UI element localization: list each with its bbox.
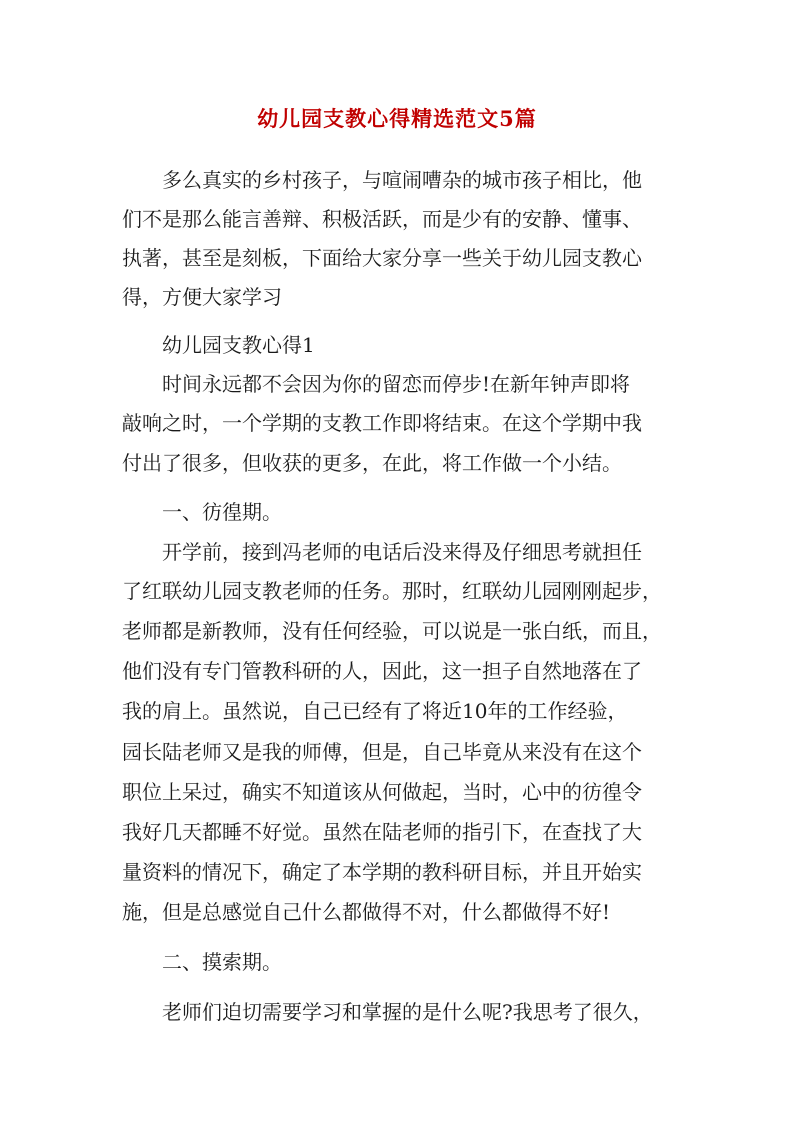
paragraph-line: 老师都是新教师，没有任何经验，可以说是一张白纸，而且，: [122, 619, 662, 643]
paragraph-line: 老师们迫切需要学习和掌握的是什么呢?我思考了很久，: [162, 1000, 653, 1024]
paragraph-line: 我的肩上。虽然说，自己已经有了将近10年的工作经验，: [122, 699, 628, 723]
paragraph-line: 我好几天都睡不好觉。虽然在陆老师的指引下，在查找了大: [122, 820, 642, 844]
paragraph-line: 多么真实的乡村孩子，与喧闹嘈杂的城市孩子相比，他: [162, 168, 642, 192]
paragraph-line: 们不是那么能言善辩、积极活跃，而是少有的安静、懂事、: [122, 207, 642, 231]
section-heading: 二、摸索期。: [162, 950, 282, 974]
paragraph-line: 园长陆老师又是我的师傅，但是，自己毕竟从来没有在这个: [122, 740, 642, 764]
paragraph-line: 时间永远都不会因为你的留恋而停步!在新年钟声即将: [162, 372, 631, 396]
paragraph-line: 他们没有专门管教科研的人，因此，这一担子自然地落在了: [122, 659, 642, 683]
paragraph-line: 了红联幼儿园支教老师的任务。那时，红联幼儿园刚刚起步，: [122, 579, 662, 603]
paragraph-line: 施，但是总感觉自己什么都做得不对，什么都做得不好!: [122, 900, 611, 924]
document-title: 幼儿园支教心得精选范文5篇: [257, 106, 537, 131]
paragraph-line: 职位上呆过，确实不知道该从何做起，当时，心中的彷徨令: [122, 780, 642, 804]
paragraph-line: 执著，甚至是刻板，下面给大家分享一些关于幼儿园支教心: [122, 246, 642, 270]
section-heading: 幼儿园支教心得1: [162, 333, 315, 357]
paragraph-line: 得，方便大家学习: [122, 285, 282, 309]
paragraph-line: 开学前，接到冯老师的电话后没来得及仔细思考就担任: [162, 540, 642, 564]
paragraph-line: 敲响之时，一个学期的支教工作即将结束。在这个学期中我: [122, 411, 642, 435]
section-heading: 一、彷徨期。: [162, 500, 282, 524]
paragraph-line: 付出了很多，但收获的更多，在此，将工作做一个小结。: [122, 451, 622, 475]
paragraph-line: 量资料的情况下，确定了本学期的教科研目标，并且开始实: [122, 860, 642, 884]
